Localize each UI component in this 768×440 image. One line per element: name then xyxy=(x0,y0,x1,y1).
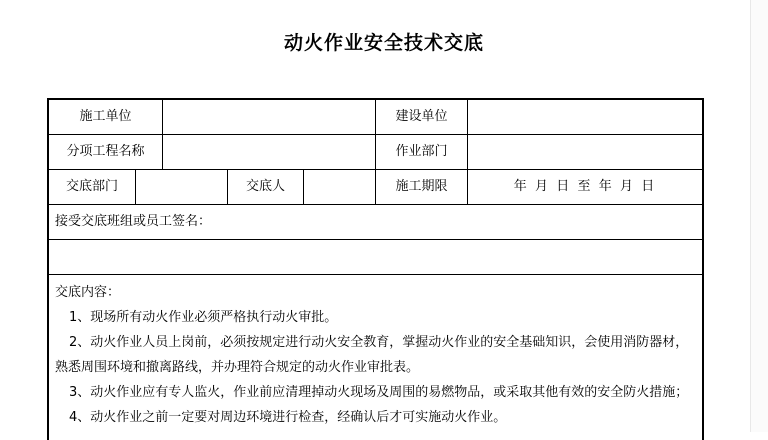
work-dept-field[interactable] xyxy=(468,135,700,169)
build-unit-label: 建设单位 xyxy=(395,109,448,124)
content-item-4: 4、动火作业之前一定要对周边环境进行检查，经确认后才可实施动火作业。 xyxy=(69,410,507,425)
signature-label: 接受交底班组或员工签名： xyxy=(55,214,212,229)
content-item-1: 1、现场所有动火作业必须严格执行动火审批。 xyxy=(69,310,338,325)
sub-project-label: 分项工程名称 xyxy=(66,144,145,159)
construction-period-value[interactable]: 年 月 日 至 年 月 日 xyxy=(513,179,655,194)
document-title: 动火作业安全技术交底 xyxy=(283,32,484,54)
row-divider xyxy=(49,274,702,275)
handover-person-field[interactable] xyxy=(304,170,375,204)
handover-dept-field[interactable] xyxy=(136,170,227,204)
construction-unit-label: 施工单位 xyxy=(79,109,132,124)
content-item-2-continued: 熟悉周围环境和撤离路线，并办理符合规定的动火作业审批表。 xyxy=(55,360,420,375)
handover-dept-label: 交底部门 xyxy=(65,179,118,194)
content-item-2: 2、动火作业人员上岗前，必须按规定进行动火安全教育，掌握动火作业的安全基础知识，会使用消防器材， xyxy=(69,335,689,350)
construction-period-label: 施工期限 xyxy=(395,179,448,194)
sub-project-field[interactable] xyxy=(163,135,375,169)
handover-person-label: 交底人 xyxy=(245,179,285,194)
construction-unit-field[interactable] xyxy=(163,100,375,134)
scrollbar-track[interactable] xyxy=(750,0,768,432)
work-dept-label: 作业部门 xyxy=(395,144,448,159)
content-label: 交底内容： xyxy=(55,285,121,300)
build-unit-field[interactable] xyxy=(468,100,700,134)
content-item-3: 3、动火作业应有专人监火，作业前应清理掉动火现场及周围的易燃物品，或采取其他有效的安全防火措施； xyxy=(69,385,689,400)
handover-form xyxy=(47,98,704,440)
signature-field[interactable] xyxy=(49,240,700,274)
